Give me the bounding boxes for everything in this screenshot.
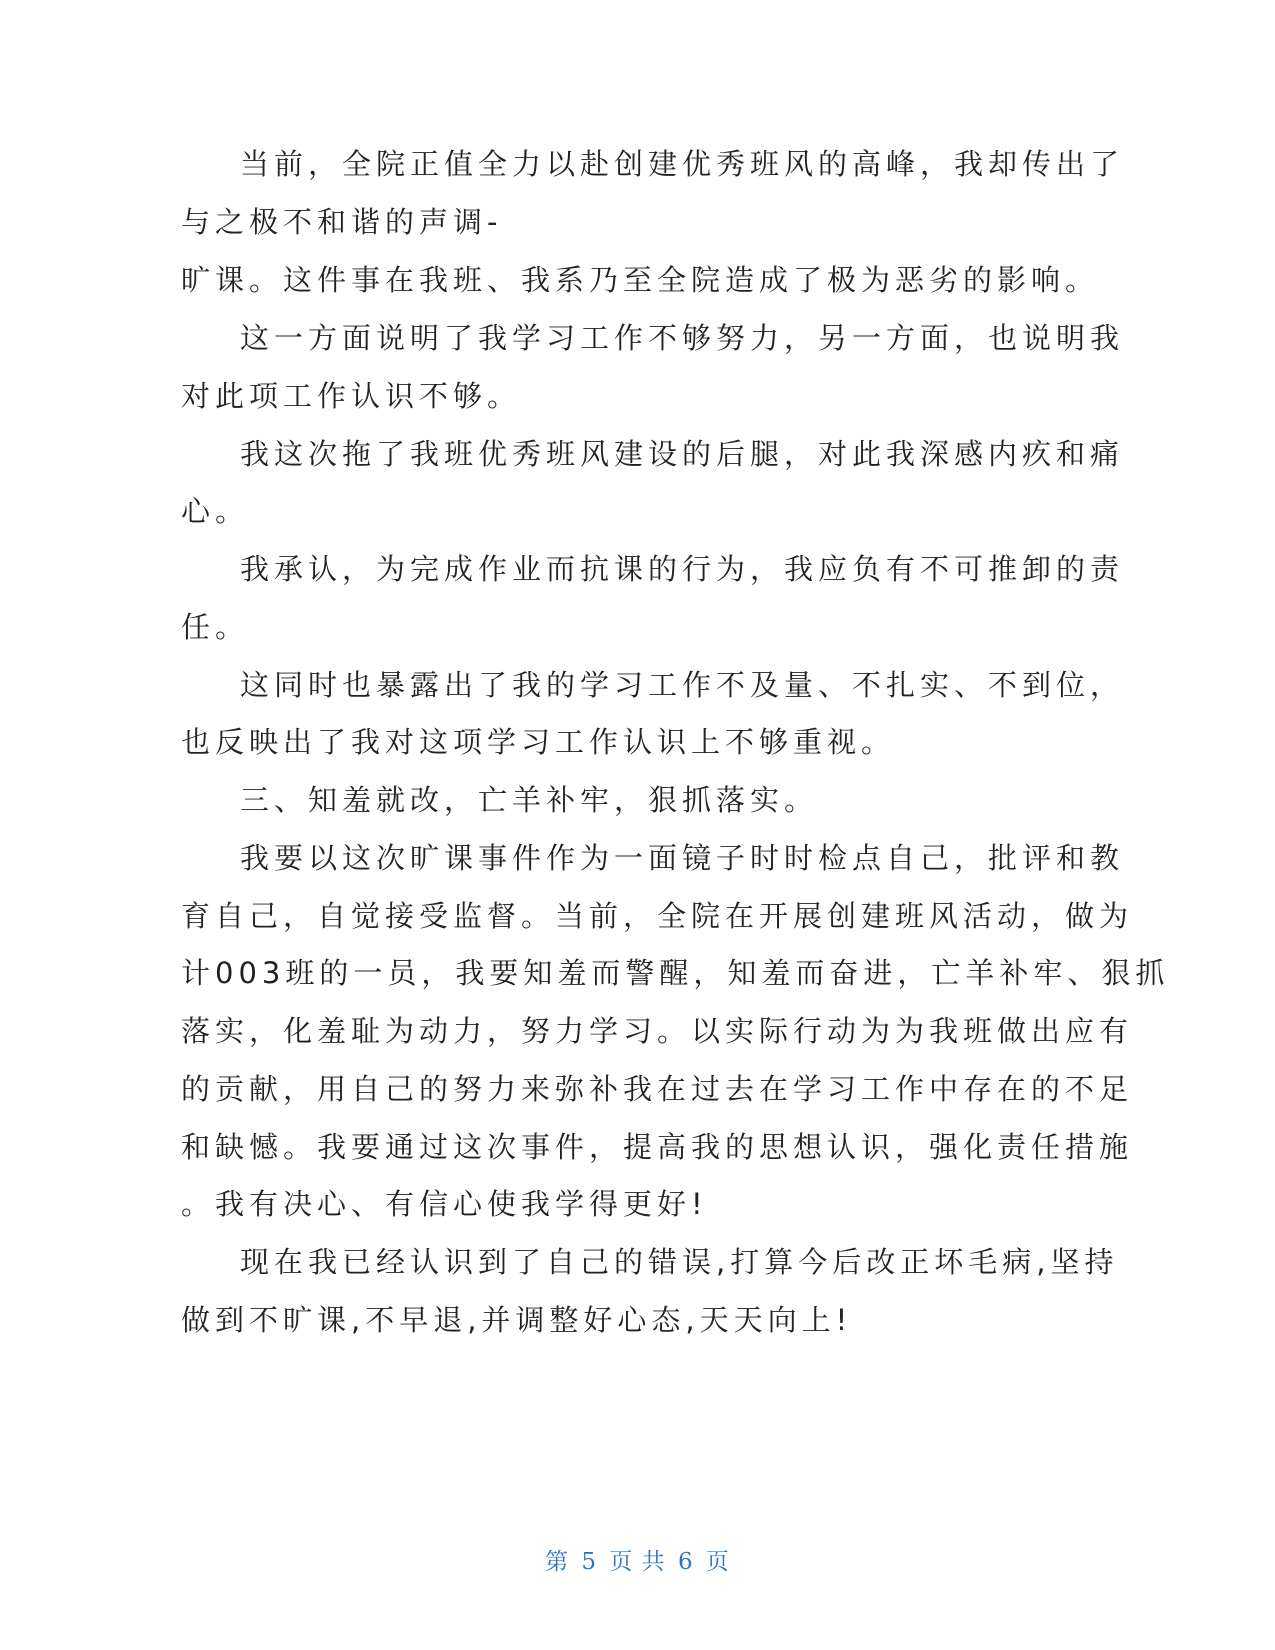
text-line: 计003班的一员，我要知羞而警醒，知羞而奋进，亡羊补牢、狠抓 <box>181 956 1170 990</box>
footer-prefix: 第 <box>545 1549 570 1575</box>
text-line: 我要以这次旷课事件作为一面镜子时时检点自己，批评和教 <box>240 841 1125 875</box>
text-line: 这一方面说明了我学习工作不够努力，另一方面，也说明我 <box>240 321 1125 355</box>
section-heading: 三、知羞就改，亡羊补牢，狠抓落实。 <box>240 783 819 817</box>
text-line: 也反映出了我对这项学习工作认识上不够重视。 <box>181 725 896 759</box>
text-line: 做到不旷课,不早退,并调整好心态,天天向上! <box>181 1303 853 1337</box>
text-line: 育自己，自觉接受监督。当前，全院在开展创建班风活动，做为 <box>181 899 1134 933</box>
page-footer <box>0 1546 1275 1578</box>
text-line: 现在我已经认识到了自己的错误,打算今后改正坏毛病,坚持 <box>240 1245 1119 1279</box>
text-line: 旷课。这件事在我班、我系乃至全院造成了极为恶劣的影响。 <box>181 263 1100 297</box>
total-page-count: 6 <box>677 1549 694 1575</box>
text-line: 心。 <box>181 494 250 528</box>
text-line: 任。 <box>181 610 250 644</box>
text-line: 和缺憾。我要通过这次事件，提高我的思想认识，强化责任措施 <box>181 1130 1134 1164</box>
text-line: 与之极不和谐的声调- <box>181 205 503 239</box>
footer-middle: 页 共 <box>609 1549 666 1575</box>
text-line: 的贡献，用自己的努力来弥补我在过去在学习工作中存在的不足 <box>181 1072 1134 1106</box>
text-line: 对此项工作认识不够。 <box>181 379 522 413</box>
text-line: 。我有决心、有信心使我学得更好! <box>181 1187 708 1221</box>
text-line: 当前，全院正值全力以赴创建优秀班风的高峰，我却传出了 <box>240 147 1125 181</box>
text-line: 我承认，为完成作业而抗课的行为，我应负有不可推卸的责 <box>240 552 1125 586</box>
current-page-number: 5 <box>581 1549 598 1575</box>
text-line: 这同时也暴露出了我的学习工作不及量、不扎实、不到位， <box>240 668 1125 702</box>
footer-suffix: 页 <box>705 1549 730 1575</box>
text-line: 落实，化羞耻为动力，努力学习。以实际行动为为我班做出应有 <box>181 1014 1134 1048</box>
text-line: 我这次拖了我班优秀班风建设的后腿，对此我深感内疚和痛 <box>240 437 1125 471</box>
